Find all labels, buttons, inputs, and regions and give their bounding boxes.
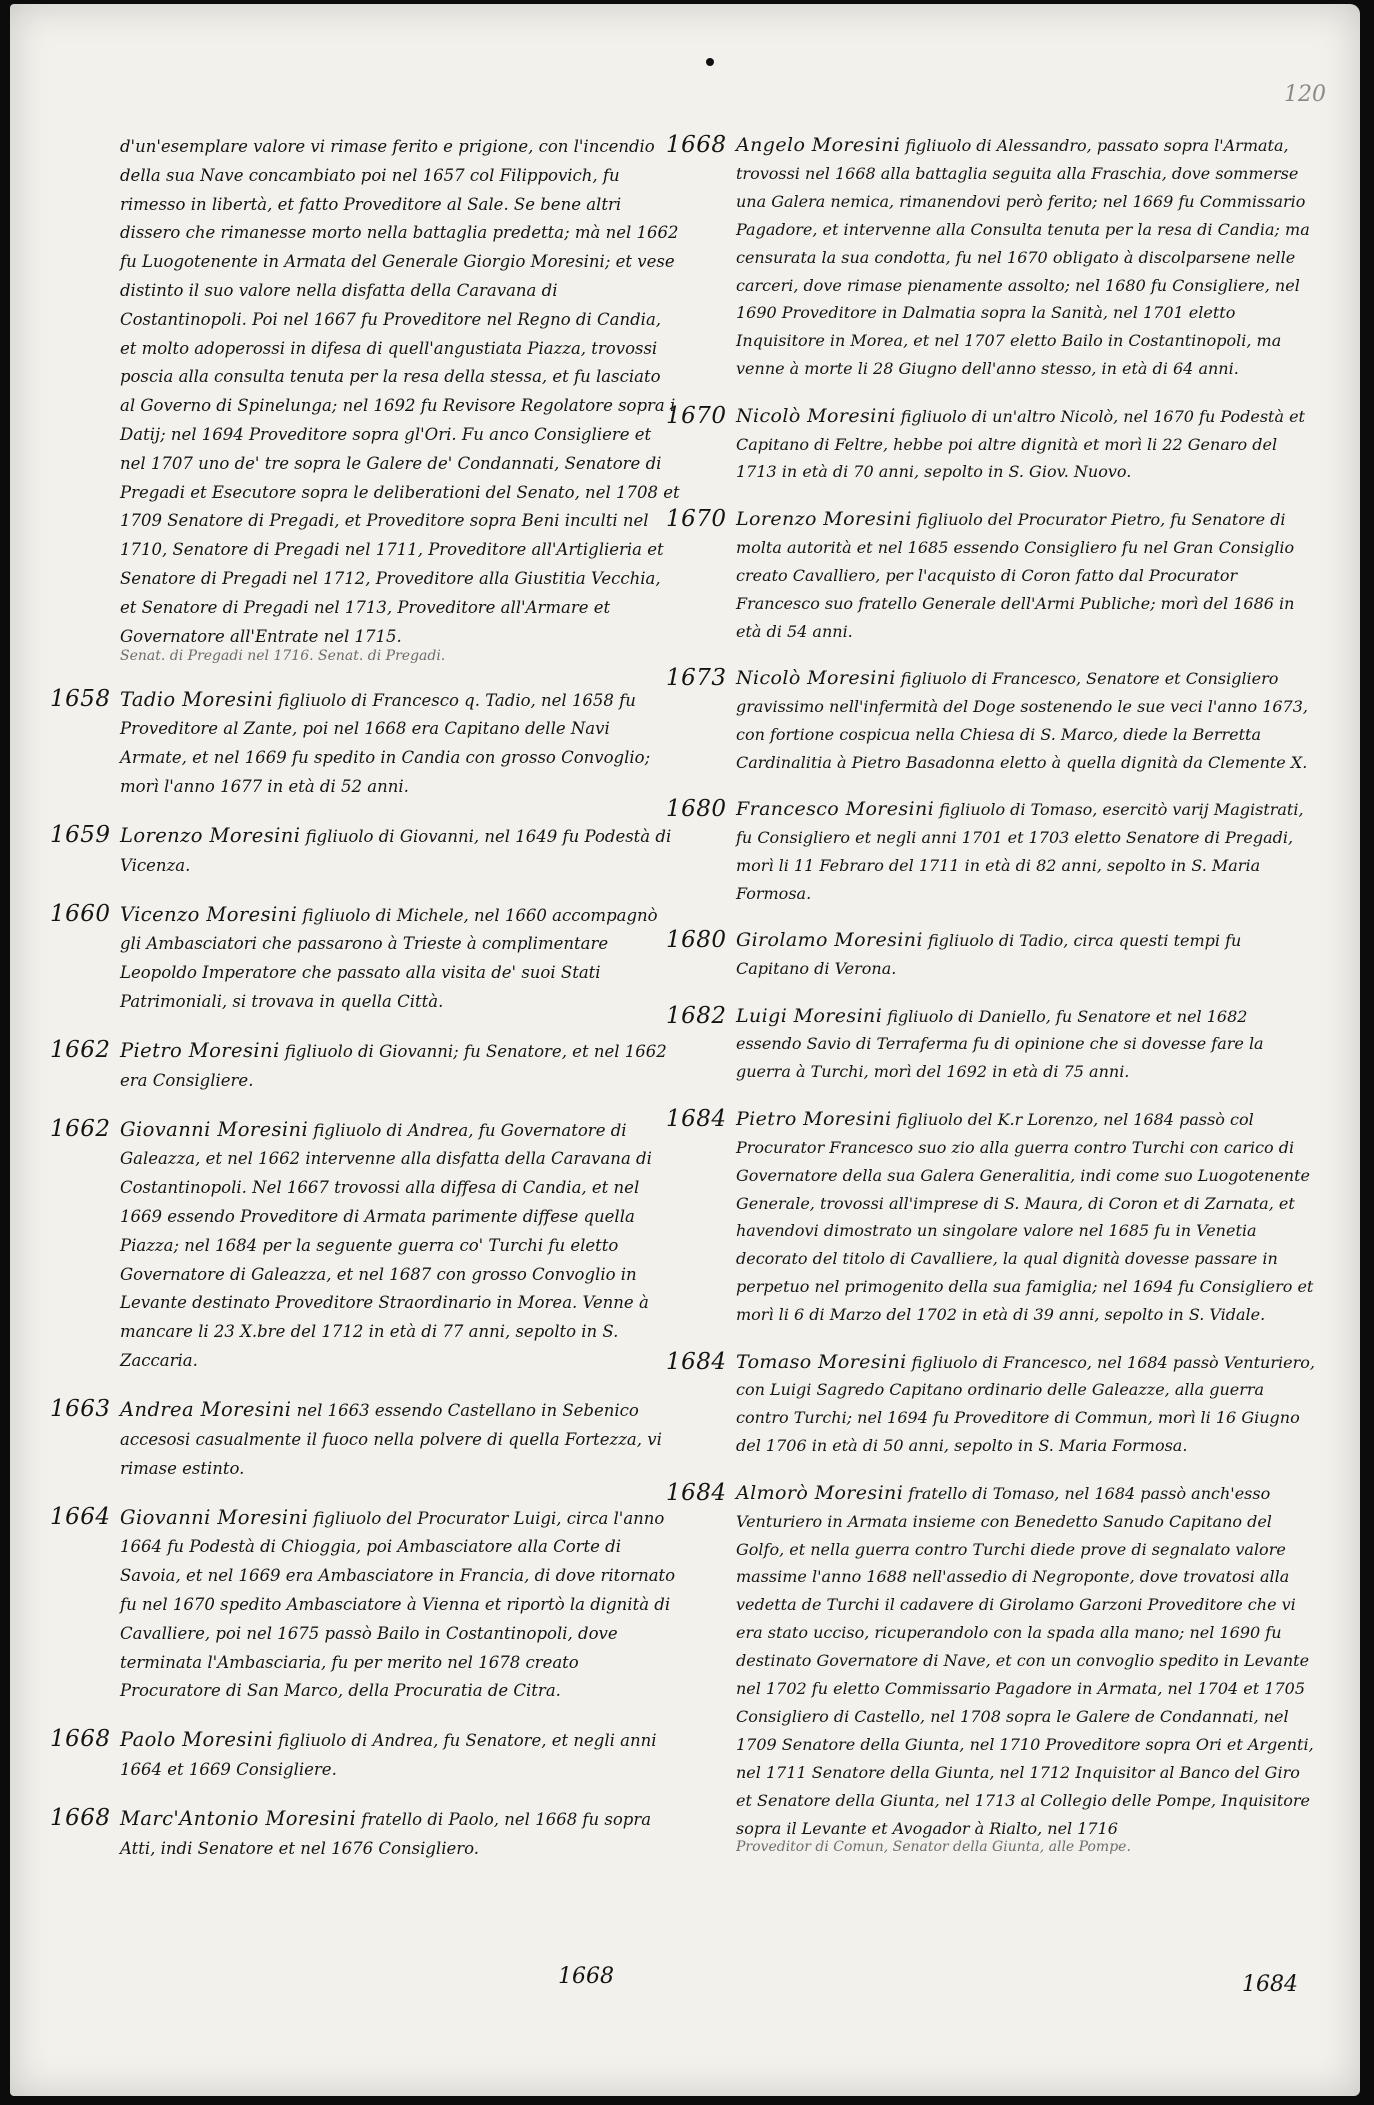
entry-body xyxy=(120,1726,680,1785)
entry-text: figliuolo di un'altro Nicolò, nel 1670 fu Podestà et Capitano di Feltre, hebbe poi altre dignità et morì li 22 Genaro del 1713 in età di 70 anni, sepolto in S. Giov. Nuovo. xyxy=(736,406,1305,482)
entry-name: Tadio Moresini xyxy=(120,687,273,711)
ink-dot xyxy=(706,58,714,66)
genealogy-entry xyxy=(666,132,1316,383)
entry-name: Angelo Moresini xyxy=(736,134,901,156)
entry-year: 1659 xyxy=(50,821,111,848)
genealogy-entry xyxy=(666,927,1316,983)
genealogy-entry xyxy=(666,1003,1316,1087)
entry-name: Paolo Moresini xyxy=(120,1728,273,1752)
entry-year: 1682 xyxy=(666,1002,727,1029)
entry-year: 1680 xyxy=(666,927,727,954)
entry-body xyxy=(120,686,680,802)
entry-year: 1670 xyxy=(666,402,727,429)
entry-name: Nicolò Moresini xyxy=(736,666,896,689)
entry-text: figliuolo di Daniello, fu Senatore et nel 1682 essendo Savio di Terraferma fu di opinione che si dovesse fare la guerra à Turchi, morì del 1692 in età di 75 anni. xyxy=(736,1006,1264,1082)
genealogy-entry xyxy=(50,901,680,1017)
genealogy-entry xyxy=(666,1480,1316,1857)
entry-body xyxy=(736,927,1316,983)
entry-name: Pietro Moresini xyxy=(120,1038,280,1062)
entry-body xyxy=(736,665,1316,777)
entry-text: figliuolo di Francesco q. Tadio, nel 1658 fu Proveditore al Zante, poi nel 1668 era Capitano delle Navi Armate, et nel 1669 fu spedito in Candia con grosso Convoglio; morì l'anno 1677 in età di 52 anni. xyxy=(120,690,651,796)
entry-body xyxy=(120,1396,680,1483)
entry-year: 1684 xyxy=(666,1479,727,1506)
entry-year: 1663 xyxy=(50,1396,111,1423)
entry-text: figliuolo di Francesco, nel 1684 passò Venturiero, con Luigi Sagredo Capitano ordinario delle Galeazze, alla guerra contro Turchi; nel 1694 fu Proveditore di Commun, morì li 16 Giugno del 1706 in età di 50 anni, sepolto in S. Maria Formosa. xyxy=(736,1352,1315,1456)
folio-number: 120 xyxy=(1284,82,1326,107)
genealogy-entry xyxy=(666,665,1316,777)
genealogy-entry xyxy=(50,1726,680,1785)
entry-text: fratello di Paolo, nel 1668 fu sopra Atti, indi Senatore et nel 1676 Consigliero. xyxy=(120,1810,652,1858)
entry-body xyxy=(736,1003,1316,1087)
genealogy-entry xyxy=(50,1396,680,1483)
entry-year: 1668 xyxy=(666,132,727,158)
left-footer-year: 1668 xyxy=(558,1964,614,1989)
entry-name: Andrea Moresini xyxy=(120,1398,292,1422)
entry-text: figliuolo del Procurator Pietro, fu Senatore di molta autorità et nel 1685 essendo Consigliero fu nel Gran Consiglio creato Cavalliero, per l'acquisto di Coron fatto dal Procurator Francesco suo fratello Generale dell'Armi Publiche; morì del 1686 in età di 54 anni. xyxy=(736,509,1295,641)
entry-name: Marc'Antonio Moresini xyxy=(120,1807,357,1831)
entry-text: figliuolo del K.r Lorenzo, nel 1684 passò col Procurator Francesco suo zio alla guerra contro Turchi con carico di Governatore della sua Galera Generalitia, indi come suo Luogotenente Generale, trovossi all'imprese di S. Maura, di Coron et di Zarnata, et havendovi dimostrato un singolare valore nel 1685 fu in Venetia decorato del titolo di Cavalliere, la qual dignità dovesse passare in perpetuo nel primogenito della sua famiglia; nel 1694 fu Consigliero et morì li 6 di Marzo del 1702 in età di 39 anni, sepolto in S. Vidale. xyxy=(736,1109,1314,1325)
entry-year: 1673 xyxy=(666,664,727,691)
entry-year: 1684 xyxy=(666,1105,727,1132)
entry-year: 1662 xyxy=(50,1036,111,1063)
entry-body xyxy=(736,1349,1316,1461)
entry-body xyxy=(736,796,1316,908)
genealogy-entry xyxy=(50,1116,680,1376)
entry-text: nel 1663 essendo Castellano in Sebenico accesosi casualmente il fuoco nella polvere di quella Fortezza, vi rimase estinto. xyxy=(120,1401,662,1478)
entry-year: 1668 xyxy=(50,1726,111,1753)
genealogy-entry xyxy=(50,132,680,665)
entry-name: Lorenzo Moresini xyxy=(120,823,301,847)
right-column xyxy=(666,132,1316,1876)
entry-name: Pietro Moresini xyxy=(736,1107,892,1130)
entry-year: 1662 xyxy=(50,1115,111,1142)
entry-body xyxy=(736,1480,1316,1843)
entry-name: Giovanni Moresini xyxy=(120,1117,309,1141)
entry-text: figliuolo di Michele, nel 1660 accompagnò gli Ambasciatori che passarono à Trieste à complimentare Leopoldo Imperatore che passato alla visita de' suoi Stati Patrimoniali, si trovava in quella Città. xyxy=(120,905,658,1011)
entry-name: Girolamo Moresini xyxy=(736,929,923,952)
left-column xyxy=(50,132,680,1884)
entry-body xyxy=(120,1805,680,1864)
entry-text: figliuolo di Giovanni, nel 1649 fu Podestà di Vicenza. xyxy=(120,826,672,875)
entry-text: figliuolo di Giovanni; fu Senatore, et nel 1662 era Consigliere. xyxy=(120,1041,667,1090)
entry-text: figliuolo di Alessandro, passato sopra l'Armata, trovossi nel 1668 alla battaglia seguita alla Fraschia, dove sommerse una Galera nemica, rimanendovi però ferito; nel 1669 fu Commissario Pagadore, et intervenne alla Consulta tenuta per la resa di Candia; ma censurata la sua condotta, fu nel 1670 obligato à discolparsene nelle carceri, dove rimase pienamente assolto; nel 1680 fu Consigliere, nel 1690 Proveditore in Dalmatia sopra la Sanità, nel 1701 eletto Inquisitore in Morea, et nel 1707 eletto Bailo in Costantinopoli, ma venne à morte li 28 Giugno dell'anno stesso, in età di 64 anni. xyxy=(736,136,1310,379)
entry-body xyxy=(736,132,1316,383)
entry-text: figliuolo di Andrea, fu Senatore, et negli anni 1664 et 1669 Consigliere. xyxy=(120,1731,657,1780)
entry-year: 1664 xyxy=(50,1503,111,1530)
entry-name: Nicolò Moresini xyxy=(736,404,896,427)
genealogy-entry xyxy=(666,1106,1316,1329)
entry-year: 1658 xyxy=(50,685,111,712)
genealogy-entry xyxy=(50,1037,680,1096)
entry-year: 1670 xyxy=(666,505,727,532)
genealogy-entry xyxy=(50,1805,680,1864)
entry-body xyxy=(736,1106,1316,1329)
entry-text: fratello di Tomaso, nel 1684 passò anch'esso Venturiero in Armata insieme con Benedetto Sanudo Capitano del Golfo, et nella guerra contro Turchi diede prove di segnalato valore massime l'anno 1688 nell'assedio di Negroponte, dove trovatosi alla vedetta de Turchi il cadavere di Girolamo Garzoni Proveditore che vi era stato ucciso, ricuperandolo con la spada alla mano; nel 1690 fu destinato Governatore di Nave, et con un convoglio spedito in Levante nel 1702 fu eletto Commissario Pagadore in Armata, nel 1704 et 1705 Consigliero di Castello, nel 1708 sopra le Galere de Condannati, nel 1709 Senatore della Giunta, nel 1710 Proveditore sopra Ori et Argenti, nel 1711 Senatore della Giunta, nel 1712 Inquisitor al Banco del Giro et Senatore della Giunta, nel 1713 al Collegio delle Pompe, Inquisitore sopra il Levante et Avogador à Rialto, nel 1716 xyxy=(736,1483,1314,1838)
genealogy-entry xyxy=(666,506,1316,646)
entry-name: Vicenzo Moresini xyxy=(120,902,298,926)
manuscript-page xyxy=(10,4,1360,2096)
entry-text: figliuolo di Francesco, Senatore et Consigliero gravissimo nell'infermità del Doge sostenendo le sue veci l'anno 1673, con fortione cospicua nella Chiesa di S. Marco, diede la Berretta Cardinalitia à Pietro Basadonna eletto à quella dignità da Clemente X. xyxy=(736,668,1308,772)
entry-body xyxy=(736,403,1316,487)
entry-name: Francesco Moresini xyxy=(736,798,935,821)
entry-text: figliuolo di Andrea, fu Governatore di Galeazza, et nel 1662 intervenne alla disfatta della Caravana di Costantinopoli. Nel 1667 trovossi alla diffesa di Candia, et nel 1669 essendo Proveditore di Armata parimente diffese quella Piazza; nel 1684 per la seguente guerra co' Turchi fu eletto Governatore di Galeazza, et nel 1687 con grosso Convoglio in Levante destinato Proveditore Straordinario in Morea. Venne à mancare li 23 X.bre del 1712 in età di 77 anni, sepolto in S. Zaccaria. xyxy=(120,1120,652,1371)
entry-year: 1680 xyxy=(666,796,727,823)
entry-name: Luigi Moresini xyxy=(736,1004,883,1027)
genealogy-entry xyxy=(50,1504,680,1707)
entry-body xyxy=(120,822,680,881)
entry-body xyxy=(120,1037,680,1096)
genealogy-entry xyxy=(50,686,680,802)
right-footer-year: 1684 xyxy=(1242,1972,1298,1997)
entry-name: Lorenzo Moresini xyxy=(736,507,912,530)
entry-text: figliuolo di Tomaso, esercitò varij Magistrati, fu Consigliero et negli anni 1701 et 1703 eletto Senatore di Pregadi, morì li 11 Febraro del 1711 in età di 82 anni, sepolto in S. Maria Formosa. xyxy=(736,800,1304,903)
genealogy-entry xyxy=(50,822,680,881)
entry-text: figliuolo di Tadio, circa questi tempi fu Capitano di Verona. xyxy=(736,931,1242,979)
entry-year: 1660 xyxy=(50,900,111,927)
entry-body xyxy=(120,1504,680,1707)
genealogy-entry xyxy=(666,796,1316,908)
entry-name: Tomaso Moresini xyxy=(736,1350,907,1373)
entry-body xyxy=(120,1116,680,1376)
entry-name: Giovanni Moresini xyxy=(120,1505,309,1529)
entry-body xyxy=(736,506,1316,646)
entry-body xyxy=(120,132,680,651)
genealogy-entry xyxy=(666,1349,1316,1461)
entry-name: Almorò Moresini xyxy=(736,1481,904,1504)
marginal-note: Senat. di Pregadi nel 1716. Senat. di Pregadi. xyxy=(120,648,446,665)
entry-text: figliuolo del Procurator Luigi, circa l'anno 1664 fu Podestà di Chioggia, poi Ambasciatore alla Corte di Savoia, et nel 1669 era Ambasciatore in Francia, di dove ritornato fu nel 1670 spedito Ambasciatore à Vienna et riportò la dignità di Cavalliere, poi nel 1675 passò Bailo in Costantinopoli, dove terminata l'Ambasciaria, fu per merito nel 1678 creato Procuratore di San Marco, della Procuratia de Citra. xyxy=(120,1508,676,1701)
genealogy-entry xyxy=(666,403,1316,487)
entry-year: 1668 xyxy=(50,1805,111,1832)
entry-text: d'un'esemplare valore vi rimase ferito e prigione, con l'incendio della sua Nave concambiato poi nel 1657 col Filippovich, fu rimesso in libertà, et fatto Proveditore al Sale. Se bene altri dissero che rimanesse morto nella battaglia predetta; mà nel 1662 fu Luogotenente in Armata del Generale Giorgio Moresini; et vese distinto il suo valore nella disfatta della Caravana di Costantinopoli. Poi nel 1667 fu Proveditore nel Regno di Candia, et molto adoperossi in difesa di quell'angustiata Piazza, trovossi poscia alla consulta tenuta per la resa della stessa, et fu lasciato al Governo di Spinelunga; nel 1692 fu Revisore Regolatore sopra i Datij; nel 1694 Proveditore sopra gl'Ori. Fu anco Consigliere et nel 1707 uno de' tre sopra le Galere de' Condannati, Senatore di Pregadi et Esecutore sopra le deliberationi del Senato, nel 1708 et 1709 Senatore di Pregadi, et Proveditore sopra Beni inculti nel 1710, Senatore di Pregadi nel 1711, Proveditore all'Artiglieria et Senatore di Pregadi nel 1712, Proveditore alla Giustitia Vecchia, et Senatore di Pregadi nel 1713, Proveditore all'Armare et Governatore all'Entrate nel 1715. xyxy=(120,137,680,646)
entry-body xyxy=(120,901,680,1017)
entry-year: 1684 xyxy=(666,1348,727,1375)
marginal-note: Proveditor di Comun, Senator della Giunta, alle Pompe. xyxy=(736,1839,1131,1856)
